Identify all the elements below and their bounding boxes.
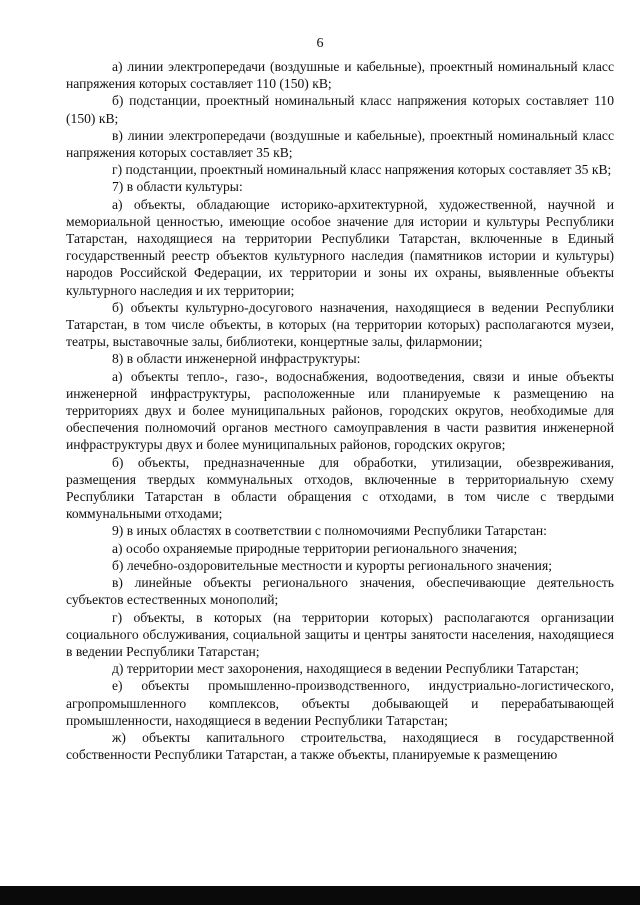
- paragraph: б) объекты культурно-досугового назначения, находящиеся в ведении Республики Татарстан, в том числе объекты, в которых (на территории которых) располагаются музеи, театры, выставочные залы, библиотеки, концертные залы, филармонии;: [66, 299, 614, 350]
- scan-edge-bar: [0, 886, 640, 905]
- paragraph: в) линии электропередачи (воздушные и кабельные), проектный номинальный класс напряжения которых составляет 35 кВ;: [66, 127, 614, 161]
- paragraph: а) линии электропередачи (воздушные и кабельные), проектный номинальный класс напряжения которых составляет 110 (150) кВ;: [66, 59, 614, 92]
- paragraph: б) объекты, предназначенные для обработки, утилизации, обезвреживания, размещения твердых коммунальных отходов, включенные в территориальную схему Республики Татарстан в области обращения с отходами, в том числе с твердыми коммунальными отходами;: [66, 454, 614, 522]
- paragraph: а) объекты, обладающие историко-архитектурной, художественной, научной и мемориальной ценностью, имеющие особое значение для истории и культуры Республики Татарстан, находящиеся на территории Республики Татарстан, включенные в Единый государственный реестр объектов культурного наследия (памятников истории и культуры) народов Российской Федерации, их территории и зоны их охраны, выявленные объекты культурного наследия и их территории;: [66, 196, 614, 298]
- paragraph: а) особо охраняемые природные территории регионального значения;: [112, 540, 518, 556]
- paragraph: а) объекты тепло-, газо-, водоснабжения, водоотведения, связи и иные объекты инженерной инфраструктуры, расположенные или планируемые к размещению на территориях двух и более муниципальных районов, городских округов, необходимые для обеспечения полномочий органов местного самоуправления в части развития инженерной инфраструктуры двух и более муниципальных районов, городских округов;: [66, 368, 614, 453]
- paragraph: г) объекты, в которых (на территории которых) располагаются организации социального обслуживания, социальной защиты и центры занятости населения, находящиеся в ведении Республики Татарстан;: [66, 609, 614, 659]
- paragraph: г) подстанции, проектный номинальный класс напряжения которых составляет 35 кВ;: [112, 162, 612, 178]
- section-heading: 9) в иных областях в соответствии с полномочиями Республики Татарстан:: [112, 523, 547, 539]
- section-heading: 8) в области инженерной инфраструктуры:: [112, 351, 361, 367]
- paragraph: е) объекты промышленно-производственного, индустриально-логистического, агропромышленного комплексов, объекты добывающей и перерабатывающей промышленности, находящиеся в ведении Республики Татарстан;: [66, 678, 614, 728]
- paragraph: ж) объекты капитального строительства, находящиеся в государственной собственности Республики Татарстан, а также объекты, планируемые к размещению: [66, 729, 614, 763]
- page-number: 6: [316, 36, 324, 51]
- document-body: [66, 58, 614, 763]
- section-heading: 7) в области культуры:: [112, 179, 243, 195]
- paragraph: в) линейные объекты регионального значения, обеспечивающие деятельность субъектов естественных монополий;: [66, 575, 614, 608]
- paragraph: б) подстанции, проектный номинальный класс напряжения которых составляет 110 (150) кВ;: [66, 93, 614, 126]
- paragraph: д) территории мест захоронения, находящиеся в ведении Республики Татарстан;: [112, 661, 579, 677]
- paragraph: б) лечебно-оздоровительные местности и курорты регионального значения;: [112, 557, 552, 573]
